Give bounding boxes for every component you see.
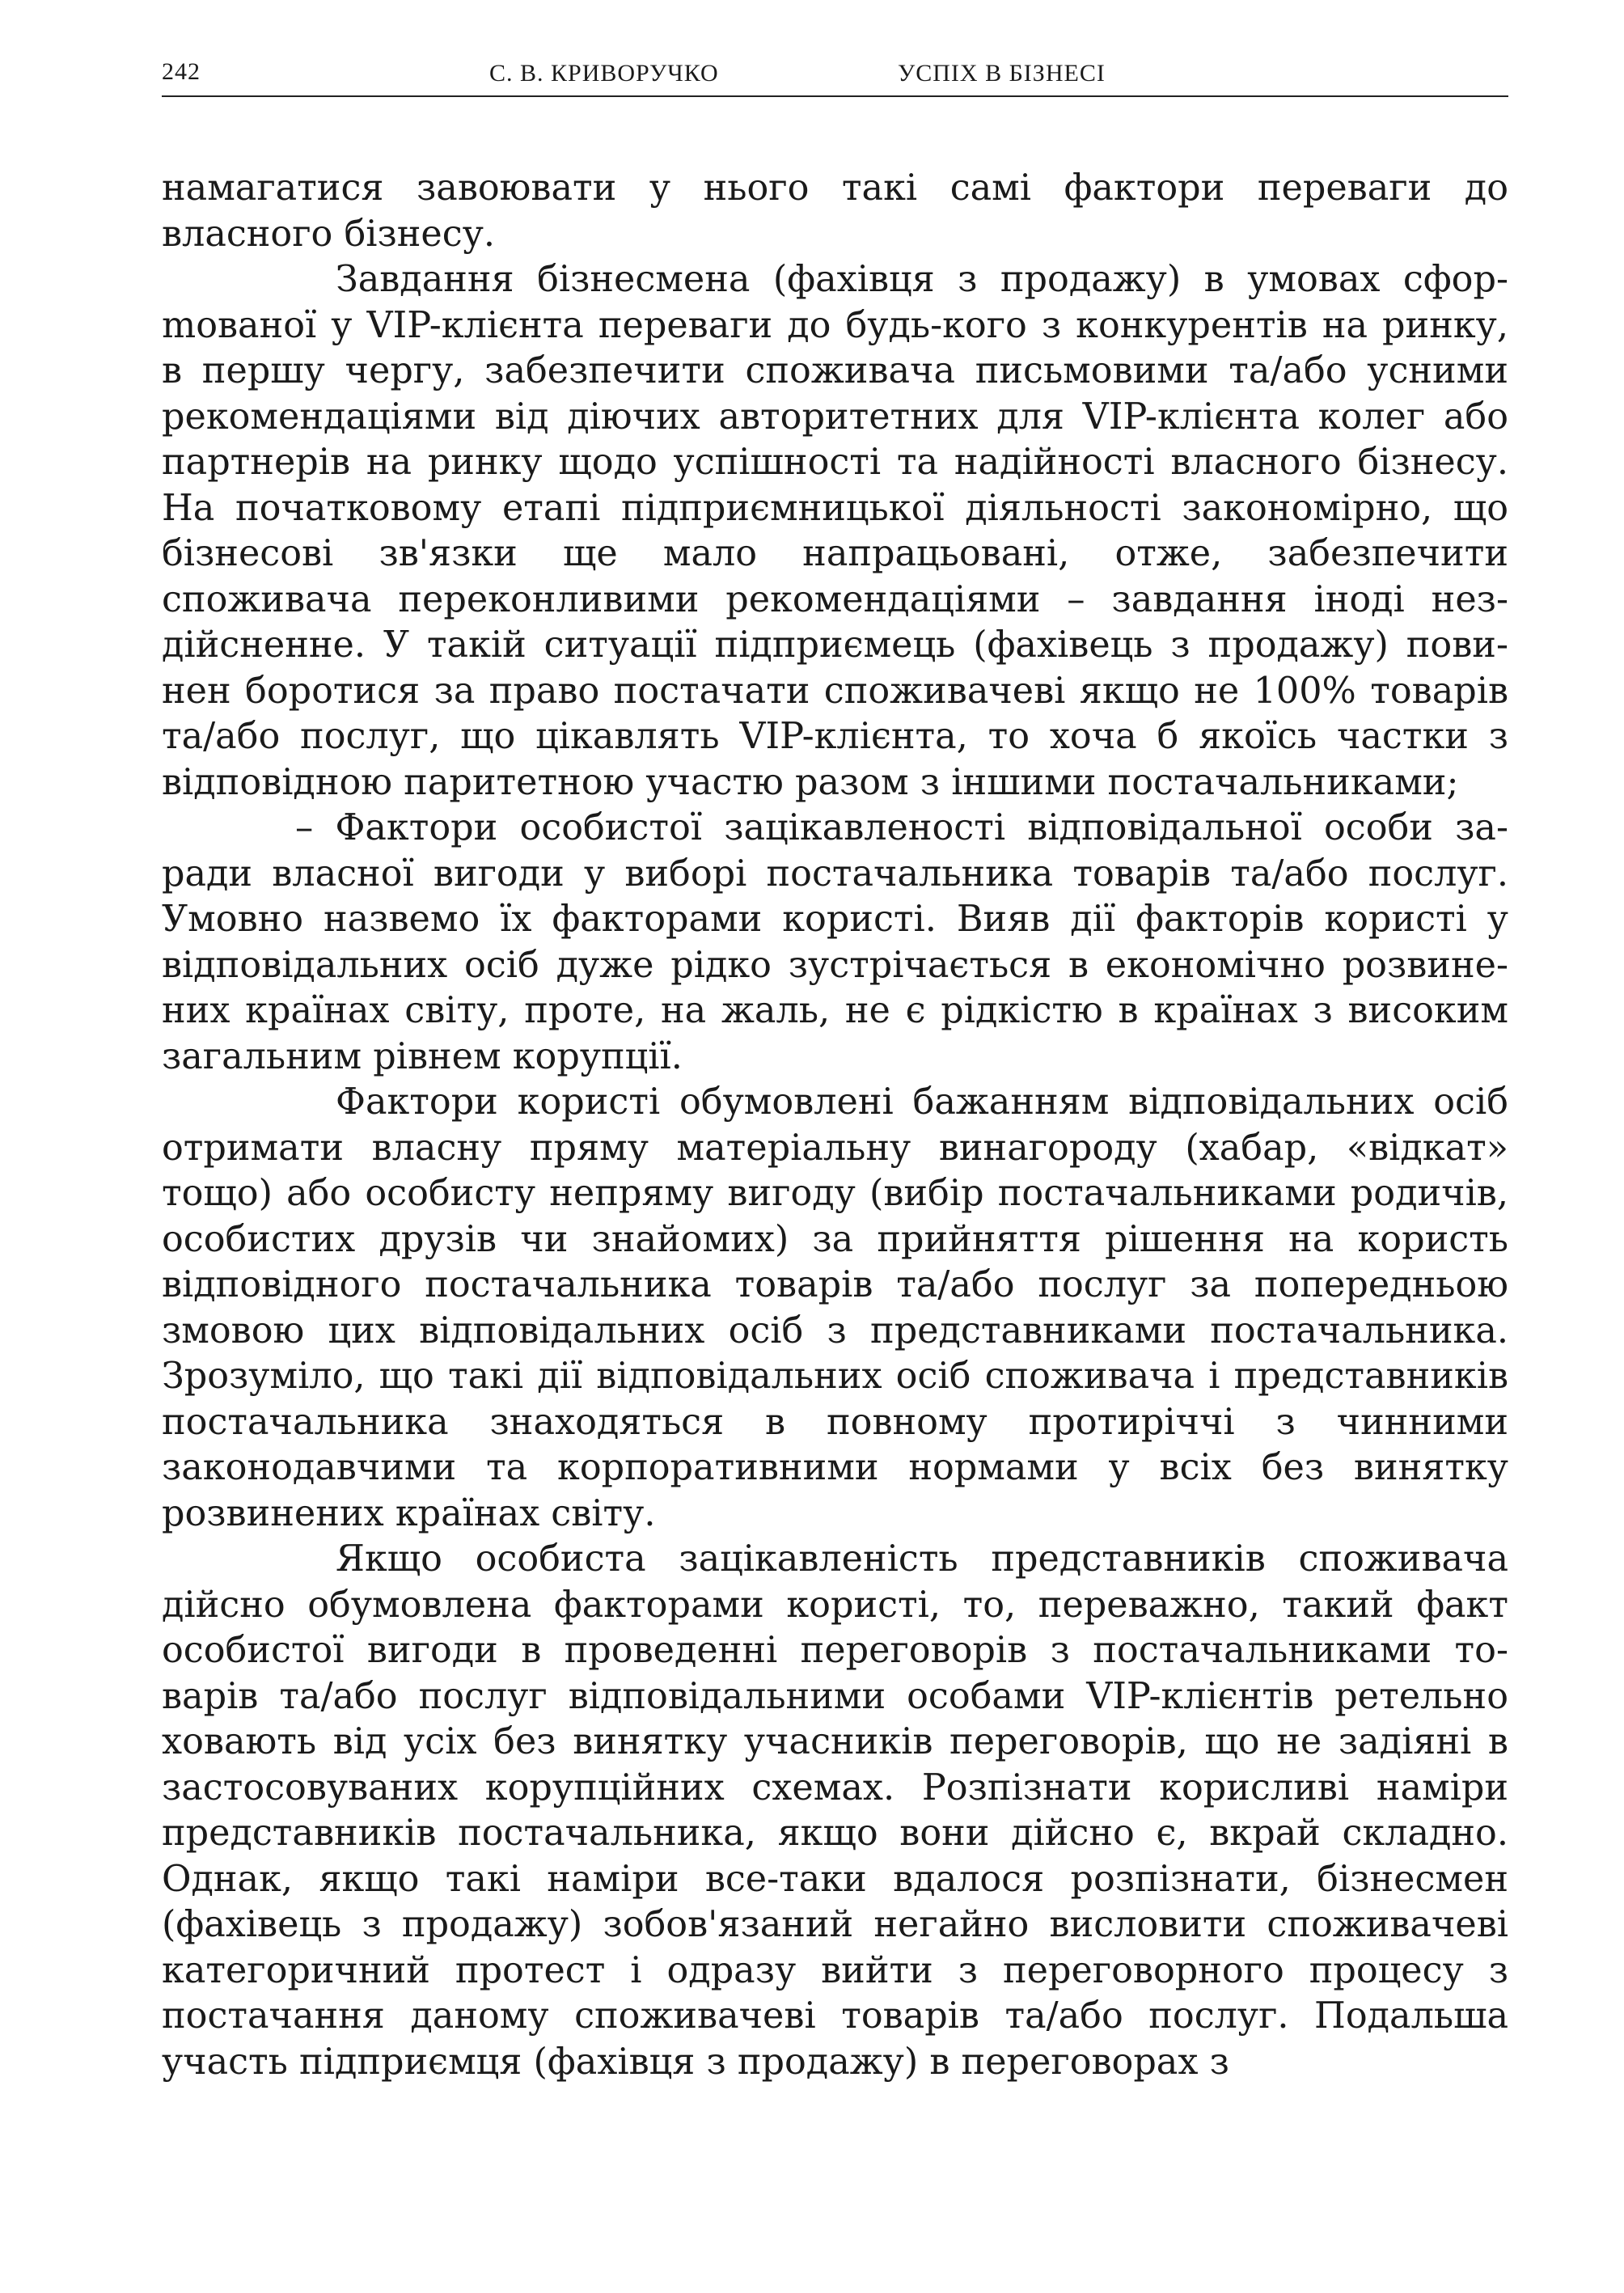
paragraph: Завдання бізнесмена (фахівця з продажу) в умовах сфорmованої у VIP-клієнта переваги до будь-кого з конкурентів на ринку, в першу чергу, забезпечити споживача письмовими та/або усними рекомендаціями від діючих авторитетних для VIP-клієнта колег або партнерів на ринку щодо успішності та надійності власного бізнесу. На початковому етапі підприємницької діяльності закономірно, що бізнесові зв'язки ще мало напрацьовані, отже, забезпечити споживача переконливими рекомендаціями – завдання іноді нездійсненне. У такій ситуації підприємець (фахівець з продажу) повинен боротися за право постачати споживачеві якщо не 100% товарів та/або послуг, що цікавлять VIP-клієнта, то хоча б якоїсь частки з відповідною паритетною участю разом з іншими постачальниками;	[162, 259, 1508, 803]
running-header-book-title: УСПІХ В БІЗНЕСІ	[898, 60, 1106, 87]
running-header-author: С. В. КРИВОРУЧКО	[489, 60, 719, 87]
paragraph-continuation: намагатися завоювати у нього такі самі фактори переваги до власного бізнесу.	[162, 167, 1508, 255]
page-header	[162, 57, 1508, 97]
body-text	[162, 166, 1508, 2085]
page-number: 242	[162, 58, 201, 85]
paragraph: Якщо особиста зацікавленість представників споживача дійсно обумовлена факторами користі, то, переважно, такий факт особистої вигоди в проведенні переговорів з постачальниками товарів та/або послуг відповідальними особами VIP-клієнтів ретельно ховають від усіх без винятку учасників переговорів, що не задіяні в застосовуваних корупційних схемах. Розпізнати корисливі наміри представників постачальника, якщо вони дійсно є, вкрай складно. Однак, якщо такі наміри все-таки вдалося розпізнати, бізнесмен (фахівець з продажу) зобов'язаний негайно висловити споживачеві категоричний протест і одразу вийти з переговорного процесу з постачання даному споживачеві товарів та/або послуг. Подальша участь підприємця (фахівця з продажу) в переговорах з	[162, 1538, 1508, 2083]
paragraph-list-item: – Фактори особистої зацікавленості відповідальної особи заради власної вигоди у виборі постачальника товарів та/або послуг. Умовно назвемо їх факторами користі. Вияв дії факторів користі у відповідальних осіб дуже рідко зустрічається в економічно розвинених країнах світу, проте, на жаль, не є рідкістю в країнах з високим загальним рівнем корупції.	[162, 807, 1508, 1077]
paragraph: Фактори користі обумовлені бажанням відповідальних осіб отримати власну пряму матеріальну винагороду (хабар, «відкат» тощо) або особисту непряму вигоду (вибір постачальниками родичів, особистих друзів чи знайомих) за прийняття рішення на користь відповідного постачальника товарів та/або послуг за попередньою змовою цих відповідальних осіб з представниками постачальника. Зрозуміло, що такі дії відповідальних осіб споживача і представників постачальника знаходяться в повному протиріччі з чинними законодавчими та корпоративними нормами у всіх без винятку розвинених країнах світу.	[162, 1081, 1508, 1534]
